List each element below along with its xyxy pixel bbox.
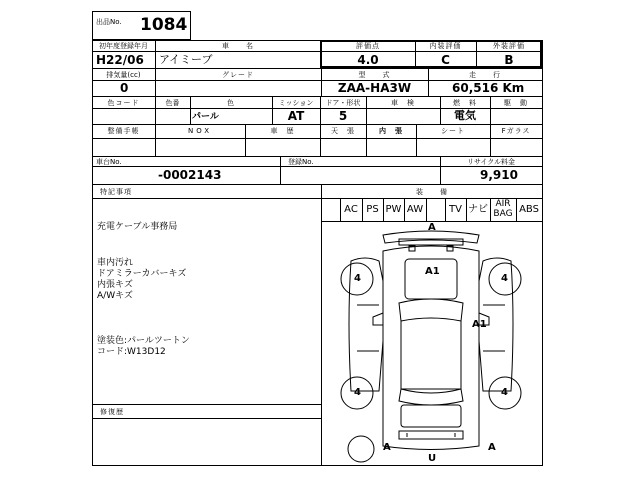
color-label: 色 [227,99,235,107]
score-label: 評価点 [356,42,380,50]
seat-label: シート [441,127,465,135]
equipment-pw: PW [385,204,402,215]
displacement-label: 排気量(cc) [106,71,141,79]
color-number-label: 色番 [165,99,180,107]
nox-label: NOX [187,127,213,135]
note-line: コード:W13D12 [97,347,166,357]
drive-label: 駆 動 [504,99,528,107]
equipment-label: 装 備 [416,188,448,196]
note-line: A/Wキズ [97,291,133,301]
exterior-grade-label: 外装評価 [493,42,525,50]
history-label: 車 歴 [270,127,295,135]
equipment-navi: ナビ [468,204,488,215]
lot-number: 1084 [140,15,188,35]
side-damage-mark: A1 [472,319,487,330]
transmission-value: AT [287,109,305,123]
notes-label: 特記事項 [100,188,132,196]
registration-number-label: 登録No. [288,158,314,166]
recycle-fee-value: 9,910 [480,168,518,182]
tire-rear-right: 4 [501,387,508,398]
equipment-abs: ABS [519,204,539,215]
rear-left-mark: A [383,442,391,453]
equipment-ac: AC [344,204,358,215]
model-code-value: ZAA-HA3W [337,81,412,95]
note-line: 充電ケーブル事務局 [97,222,178,232]
transmission-label: ミッション [278,99,314,107]
first-registration-value: H22/06 [96,53,144,67]
door-label: ドア・形状 [325,99,361,107]
interior-trim-label: 内 張 [379,127,403,135]
fuel-label: 燃 料 [453,99,477,107]
windshield-label: Fガラス [501,127,531,135]
fuel-value: 電気 [454,109,476,122]
displacement-value: 0 [120,81,129,95]
car-damage-diagram [321,221,542,465]
service-book-label: 整備手帳 [107,127,140,135]
score-value: 4.0 [357,53,379,67]
interior-grade-value: C [441,53,450,67]
recycle-fee-label: リサイクル料金 [466,158,516,166]
front-bumper-mark: A [428,222,436,233]
note-line: 内張キズ [97,280,133,290]
rear-right-mark: A [488,442,496,453]
exterior-grade-value: B [504,53,514,67]
rear-bumper-mark: U [428,453,437,464]
grade-label: グレード [222,71,254,79]
color-value: パール [192,112,219,122]
headliner-label: 天 張 [331,127,355,135]
note-line: ドアミラーカバーキズ [97,269,187,279]
chassis-number-label: 車台No. [96,158,122,166]
note-line: 塗装色:パールツートン [97,336,190,346]
mileage-value: 60,516 Km [452,81,525,95]
car-name-value: アイミーブ [159,53,213,66]
mileage-label: 走 行 [469,71,501,79]
equipment-ps: PS [366,204,379,215]
lot-label: 出品No. [96,18,122,26]
inspection-label: 車 検 [391,99,415,107]
color-code-label: 色コード [107,99,140,107]
equipment-airbag: AIR BAG [493,199,513,219]
tire-front-right: 4 [501,273,508,284]
chassis-number-value: -0002143 [158,168,222,182]
equipment-tv: TV [449,204,462,215]
hood-damage-mark: A1 [425,266,440,277]
model-code-label: 型 式 [358,71,391,79]
door-value: 5 [338,109,348,123]
equipment-aw: AW [406,204,424,215]
interior-grade-label: 内装評価 [429,42,462,50]
first-registration-label: 初年度登録年月 [99,42,148,50]
tire-front-left: 4 [354,273,361,284]
car-name-label: 車 名 [222,42,254,50]
tire-rear-left: 4 [354,387,361,398]
repair-history-label: 修復歴 [100,408,124,416]
note-line: 車内汚れ [97,258,134,268]
